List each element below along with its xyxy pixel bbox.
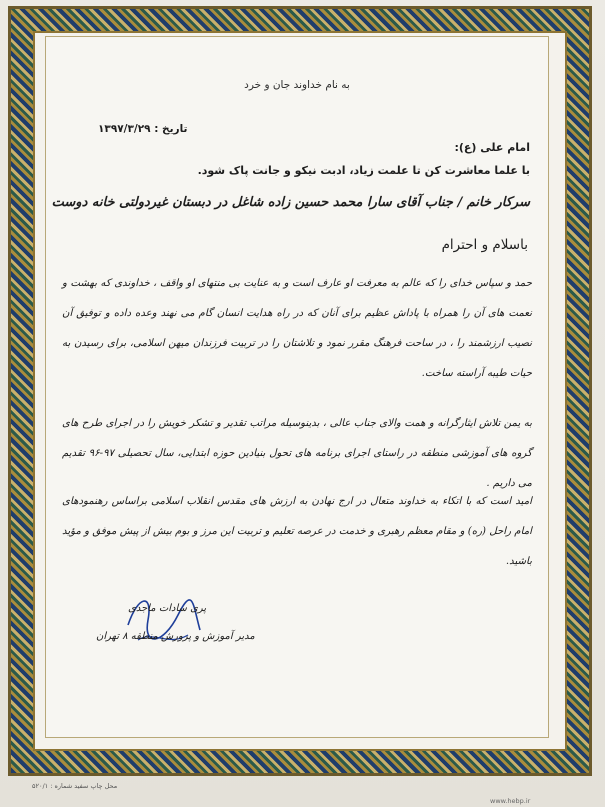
signer-name: پری سادات ماجدی xyxy=(128,603,207,614)
paragraph-praise: حمد و سپاس خدای را که عالم به معرفت او عارف است و به عنایت بی منتهای او واقف ، خداوندی که بهشت و نعمت های آن را همراه با پاداش عظیم برای آنان که در راه هدایت انسان گام می نهند وعده داده و توفیق آن نصیب ارزشمند را ، در ساحت فرهنگ مقرر نمود و تلاشتان را در تربیت فرزندان میهن اسلامی، برای رسیدن به حیات طیبه آراسته ساخت. xyxy=(62,278,532,379)
letter-date xyxy=(98,123,187,135)
handwritten-signature xyxy=(118,585,208,655)
date-value: ۱۳۹۷/۳/۲۹ xyxy=(98,123,151,135)
print-number: محل چاپ سفید شماره : ۵۲۰/۱ xyxy=(32,782,118,790)
paragraph-wishes: امید است که با اتکاء به خداوند متعال در ارج نهادن به ارزش های مقدس انقلاب اسلامی براساس رهنمودهای امام راحل (ره) و مقام معظم رهبری و خدمت در عرصه تعلیم و تربیت این مرز و بوم بیش از پیش موفق و مؤید باشید. xyxy=(62,496,532,567)
quote-source: امام علی (ع): xyxy=(454,141,530,154)
recipient-line: سرکار خانم / جناب آقای سارا محمد حسین زاده شاغل در دبستان غیردولتی خانه دوست xyxy=(51,195,530,210)
letter-body xyxy=(45,36,549,738)
footer-url: www.hebp.ir xyxy=(490,797,531,805)
signer-title: مدیر آموزش و پرورش منطقه ۸ تهران xyxy=(96,631,255,642)
quote-text: با علما معاشرت کن تا علمت زیاد، ادبت نیکو و جانت پاک شود. xyxy=(197,164,530,177)
paragraph-appreciation: به یمن تلاش ایثارگرانه و همت والای جناب عالی ، بدینوسیله مراتب تقدیر و تشکر خویش را در اجرای طرح های گروه های آموزشی منطقه در راستای اجرای برنامه های تحول بنیادین حوزه ابتدایی، سال تحصیلی ۹۷-۹۶ تقدیم می داریم . xyxy=(62,418,532,489)
greeting: باسلام و احترام xyxy=(441,237,528,253)
date-label: تاریخ : xyxy=(154,123,188,135)
letter-heading: به نام خداوند جان و خرد xyxy=(244,79,350,91)
